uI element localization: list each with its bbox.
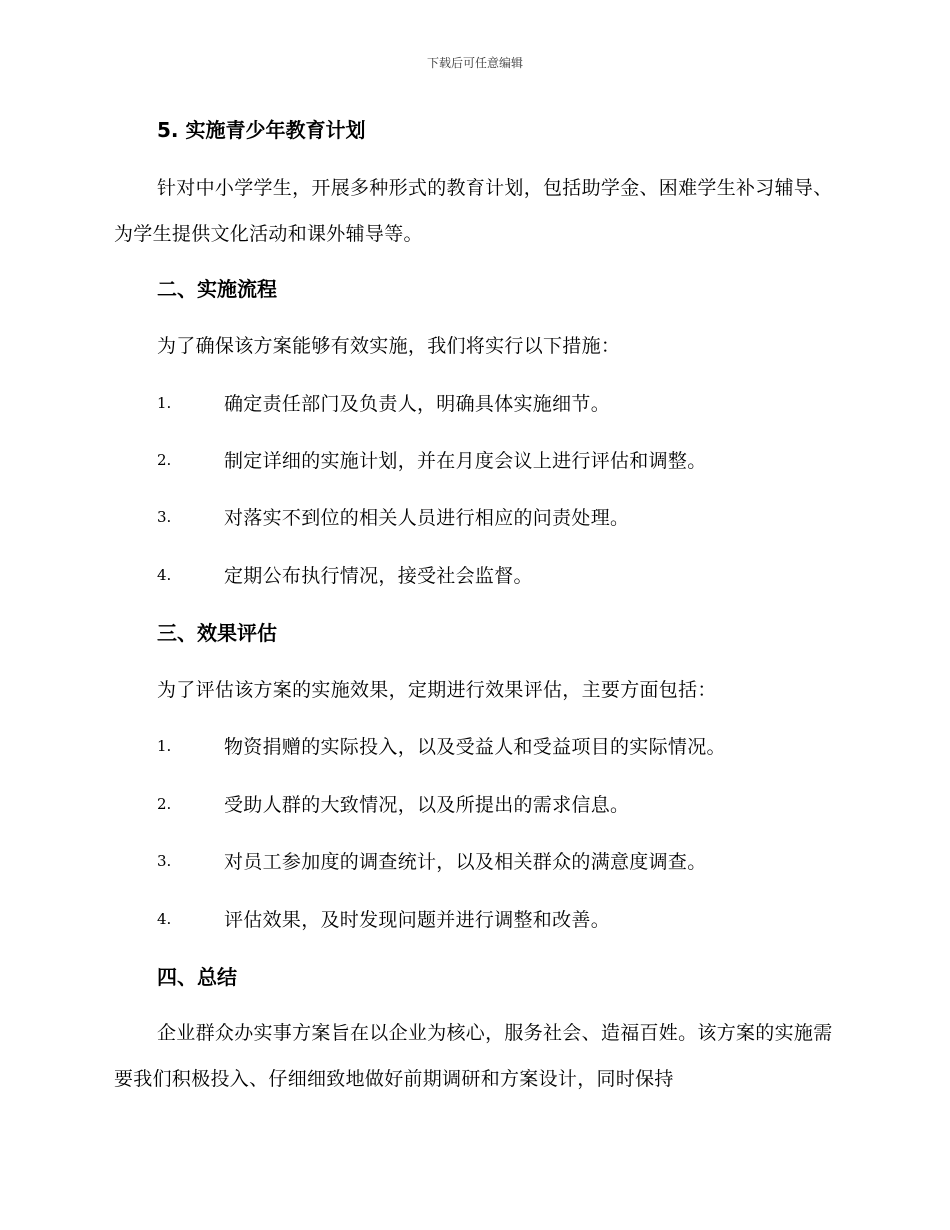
list-number: 3. <box>157 508 172 526</box>
list-item <box>0 848 950 876</box>
list-number: 2. <box>157 795 172 813</box>
list-item <box>0 504 950 532</box>
list-text: 制定详细的实施计划，并在月度会议上进行评估和调整。 <box>224 450 707 472</box>
section-heading-implementation: 二、实施流程 <box>157 277 277 301</box>
section-paragraph-summary <box>114 1010 834 1102</box>
page-header: 下载后可任意编辑 <box>426 56 523 70</box>
section-heading-summary: 四、总结 <box>157 965 237 989</box>
list-number: 4. <box>157 566 172 584</box>
list-text: 受助人群的大致情况，以及所提出的需求信息。 <box>224 794 630 816</box>
paragraph-text: 针对中小学学生，开展多种形式的教育计划，包括助学金、困难学生补习辅导、为学生提供文化活动和课外辅导等。 <box>114 177 833 245</box>
list-number: 1. <box>157 394 172 412</box>
list-number: 2. <box>157 451 172 469</box>
list-text: 对落实不到位的相关人员进行相应的问责处理。 <box>224 507 630 529</box>
list-text: 对员工参加度的调查统计，以及相关群众的满意度调查。 <box>224 851 707 873</box>
list-number: 1. <box>157 737 172 755</box>
section-heading-evaluation: 三、效果评估 <box>157 621 277 645</box>
list-number: 4. <box>157 910 172 928</box>
list-item <box>0 447 950 475</box>
list-item <box>0 562 950 590</box>
list-item <box>0 733 950 761</box>
list-number: 3. <box>157 852 172 870</box>
list-item <box>0 791 950 819</box>
section-heading-youth-education: 5. 实施青少年教育计划 <box>157 118 366 142</box>
list-text: 确定责任部门及负责人，明确具体实施细节。 <box>224 393 611 415</box>
list-item <box>0 906 950 934</box>
list-text: 物资捐赠的实际投入，以及受益人和受益项目的实际情况。 <box>224 736 726 758</box>
section-lead-evaluation: 为了评估该方案的实施效果，定期进行效果评估，主要方面包括： <box>157 679 717 701</box>
section-lead-implementation: 为了确保该方案能够有效实施，我们将实行以下措施： <box>157 335 621 357</box>
section-paragraph-youth-education <box>114 165 834 257</box>
list-item <box>0 390 950 418</box>
paragraph-text: 企业群众办实事方案旨在以企业为核心，服务社会、造福百姓。该方案的实施需要我们积极投入、仔细细致地做好前期调研和方案设计，同时保持 <box>114 1022 833 1090</box>
list-text: 定期公布执行情况，接受社会监督。 <box>224 565 533 587</box>
list-text: 评估效果，及时发现问题并进行调整和改善。 <box>224 909 611 931</box>
